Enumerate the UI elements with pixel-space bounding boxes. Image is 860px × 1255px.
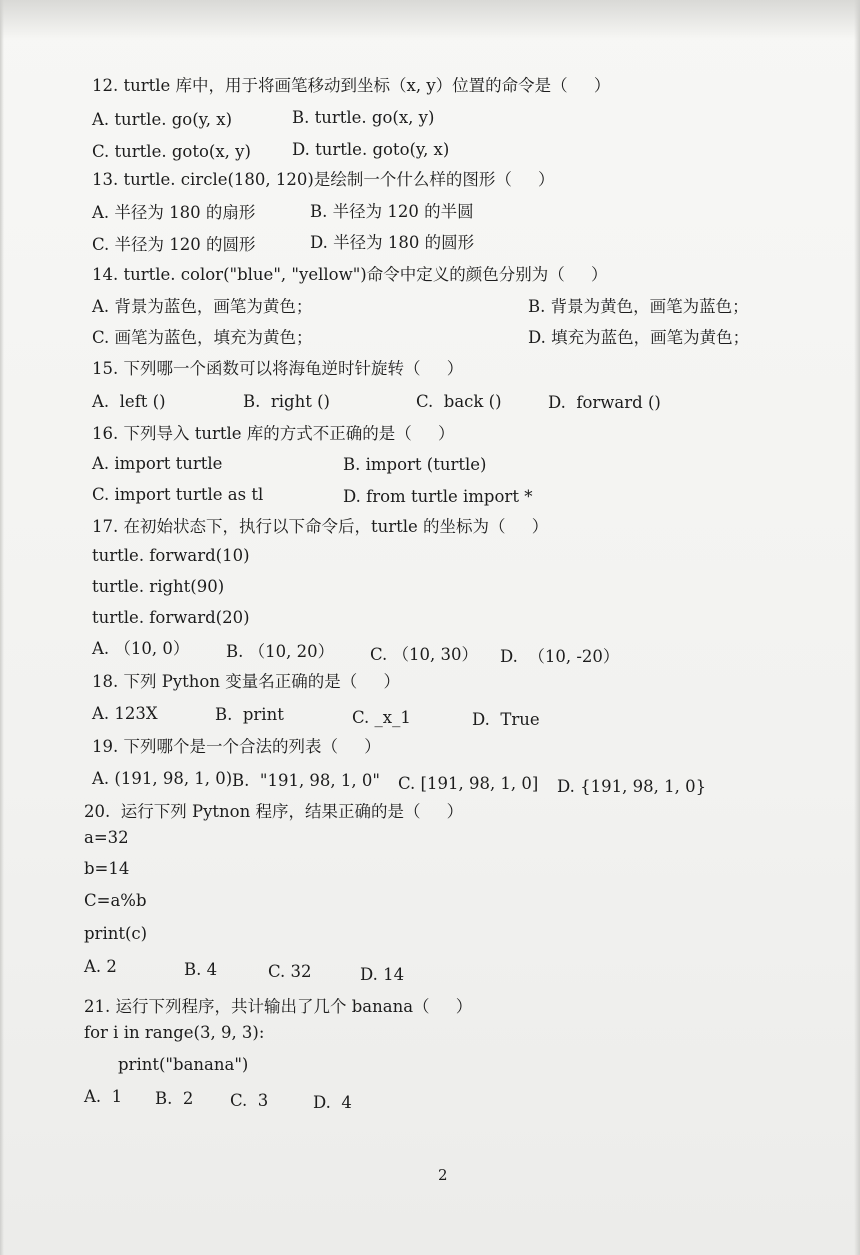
q12-option-b: B. turtle. go(x, y) <box>292 108 435 127</box>
q14-option-c: C. 画笔为蓝色，填充为黄色； <box>92 328 313 347</box>
q20-stem: 20. 运行下列 Pytnon 程序，结果正确的是（ ） <box>84 802 464 821</box>
q21-stem: 21. 运行下列程序，共计输出了几个 banana（ ） <box>84 997 473 1016</box>
q18-option-b: B. print <box>215 705 284 724</box>
q18-option-a: A. 123X <box>92 704 158 723</box>
q20-code-line-2: b=14 <box>84 859 130 878</box>
q17-code-line-2: turtle. right(90) <box>92 577 225 596</box>
q13-stem: 13. turtle. circle(180, 120)是绘制一个什么样的图形（ ） <box>92 170 555 189</box>
q20-option-b: B. 4 <box>184 960 218 979</box>
q19-stem: 19. 下列哪个是一个合法的列表（ ） <box>92 737 381 756</box>
q12-option-c: C. turtle. goto(x, y) <box>92 142 251 161</box>
q15-option-b: B. right () <box>243 392 330 411</box>
q21-option-d: D. 4 <box>313 1093 352 1112</box>
q16-stem: 16. 下列导入 turtle 库的方式不正确的是（ ） <box>92 424 455 443</box>
q21-option-a: A. 1 <box>84 1087 123 1106</box>
q16-option-d: D. from turtle import * <box>343 487 533 506</box>
q13-option-c: C. 半径为 120 的圆形 <box>92 235 256 254</box>
q16-option-a: A. import turtle <box>92 454 223 473</box>
q18-option-c: C. _x_1 <box>352 708 411 727</box>
q20-option-d: D. 14 <box>360 965 405 984</box>
q17-option-a: A. （10, 0） <box>92 639 190 658</box>
q14-option-d: D. 填充为蓝色，画笔为黄色； <box>528 328 750 347</box>
q21-option-c: C. 3 <box>230 1091 269 1110</box>
q18-stem: 18. 下列 Python 变量名正确的是（ ） <box>92 672 400 691</box>
scan-shadow-right <box>854 0 860 1255</box>
q17-option-d: D. （10, -20） <box>500 647 620 666</box>
q21-code-line-1: for i in range(3, 9, 3): <box>84 1023 265 1042</box>
q14-option-b: B. 背景为黄色，画笔为蓝色； <box>528 297 749 316</box>
q16-option-c: C. import turtle as tl <box>92 485 264 504</box>
q19-option-b: B. "191, 98, 1, 0" <box>232 771 380 790</box>
q19-option-a: A. (191, 98, 1, 0) <box>92 769 233 788</box>
q15-option-d: D. forward () <box>548 393 661 412</box>
q13-option-b: B. 半径为 120 的半圆 <box>310 202 474 221</box>
q17-option-b: B. （10, 20） <box>226 642 335 661</box>
q12-stem: 12. turtle 库中，用于将画笔移动到坐标（x, y）位置的命令是（ ） <box>92 76 611 95</box>
q17-stem: 17. 在初始状态下，执行以下命令后，turtle 的坐标为（ ） <box>92 517 549 536</box>
scan-shadow-top <box>0 0 860 40</box>
q20-option-c: C. 32 <box>268 962 312 981</box>
q20-code-line-3: C=a%b <box>84 891 147 910</box>
q15-option-a: A. left () <box>92 392 166 411</box>
q20-option-a: A. 2 <box>84 957 117 976</box>
q19-option-d: D. {191, 98, 1, 0} <box>557 777 707 796</box>
q15-option-c: C. back () <box>416 392 502 411</box>
q17-code-line-3: turtle. forward(20) <box>92 608 250 627</box>
page-number: 2 <box>438 1166 448 1184</box>
q13-option-d: D. 半径为 180 的圆形 <box>310 233 475 252</box>
q19-option-c: C. [191, 98, 1, 0] <box>398 774 539 793</box>
q15-stem: 15. 下列哪一个函数可以将海龟逆时针旋转（ ） <box>92 359 464 378</box>
q14-option-a: A. 背景为蓝色，画笔为黄色； <box>92 297 313 316</box>
q21-option-b: B. 2 <box>155 1089 194 1108</box>
q12-option-a: A. turtle. go(y, x) <box>92 110 233 129</box>
q20-code-line-4: print(c) <box>84 924 148 943</box>
q12-option-d: D. turtle. goto(y, x) <box>292 140 450 159</box>
q20-code-line-1: a=32 <box>84 828 129 847</box>
q21-code-line-2: print("banana") <box>118 1055 249 1074</box>
q17-code-line-1: turtle. forward(10) <box>92 546 250 565</box>
q13-option-a: A. 半径为 180 的扇形 <box>92 203 256 222</box>
q16-option-b: B. import (turtle) <box>343 455 487 474</box>
q14-stem: 14. turtle. color("blue", "yellow")命令中定义的颜色分别为（ ） <box>92 265 608 284</box>
q17-option-c: C. （10, 30） <box>370 645 479 664</box>
scan-shadow-left <box>0 0 4 1255</box>
q18-option-d: D. True <box>472 710 540 729</box>
